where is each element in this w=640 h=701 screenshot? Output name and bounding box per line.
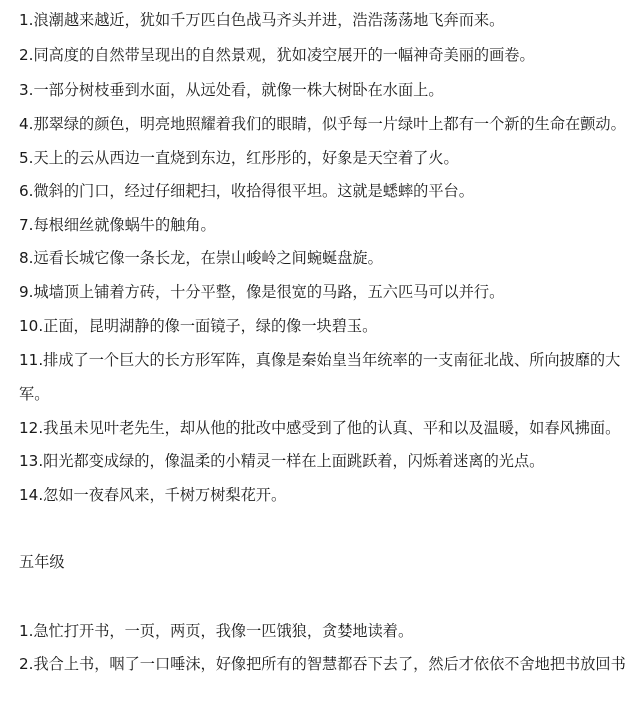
text-line-12: 12.我虽未见叶老先生，却从他的批改中感受到了他的认真、平和以及温暖，如春风拂面。	[19, 419, 621, 437]
text-line-g5-2: 2.我合上书，咽了一口唾沫，好像把所有的智慧都吞下去了，然后才依依不舍地把书放回书	[19, 655, 626, 673]
text-line-g5-1: 1.急忙打开书，一页，两页，我像一匹饿狼，贪婪地读着。	[19, 622, 414, 640]
section-heading: 五年级	[19, 553, 65, 571]
text-line-2: 2.同高度的自然带呈现出的自然景观，犹如凌空展开的一幅神奇美丽的画卷。	[19, 46, 535, 64]
text-line-8: 8.远看长城它像一条长龙，在崇山峻岭之间蜿蜒盘旋。	[19, 249, 383, 267]
text-line-3: 3.一部分树枝垂到水面，从远处看，就像一株大树卧在水面上。	[19, 81, 444, 99]
text-line-5: 5.天上的云从西边一直烧到东边，红彤彤的，好象是天空着了火。	[19, 149, 459, 167]
text-line-9: 9.城墙顶上铺着方砖，十分平整，像是很宽的马路，五六匹马可以并行。	[19, 283, 505, 301]
text-line-10: 10.正面，昆明湖静的像一面镜子，绿的像一块碧玉。	[19, 317, 378, 335]
text-line-13: 13.阳光都变成绿的，像温柔的小精灵一样在上面跳跃着，闪烁着迷离的光点。	[19, 452, 545, 470]
text-line-1: 1.浪潮越来越近，犹如千万匹白色战马齐头并进，浩浩荡荡地飞奔而来。	[19, 11, 505, 29]
text-line-6: 6.微斜的门口，经过仔细耙扫，收拾得很平坦。这就是蟋蟀的平台。	[19, 182, 474, 200]
text-line-4: 4.那翠绿的颜色，明亮地照耀着我们的眼睛，似乎每一片绿叶上都有一个新的生命在颤动。	[19, 115, 626, 133]
text-line-7: 7.每根细丝就像蜗牛的触角。	[19, 216, 216, 234]
text-line-14: 14.忽如一夜春风来，千树万树梨花开。	[19, 486, 287, 504]
text-line-11-continued: 军。	[19, 385, 50, 403]
text-line-11: 11.排成了一个巨大的长方形军阵，真像是秦始皇当年统率的一支南征北战、所向披靡的大	[19, 351, 621, 369]
